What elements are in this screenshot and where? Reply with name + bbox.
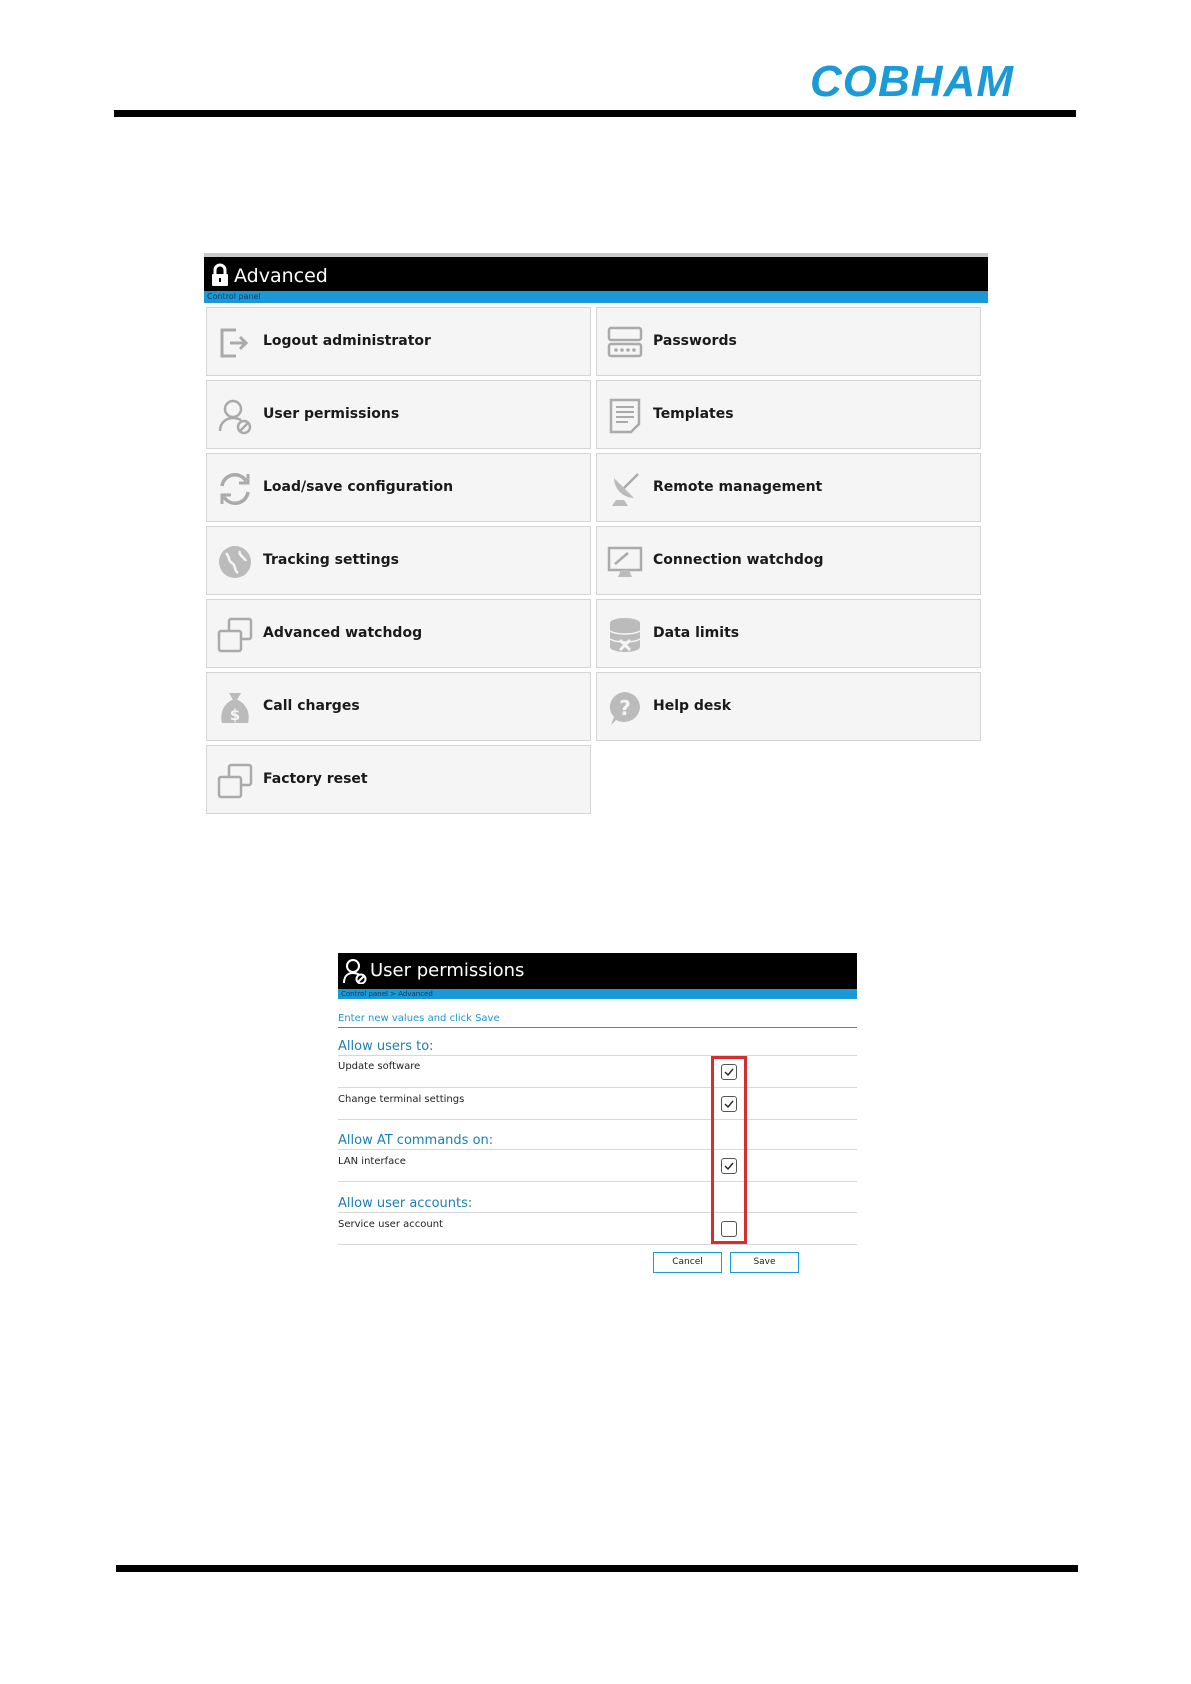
globe-icon — [216, 543, 254, 581]
divider — [338, 1212, 857, 1213]
breadcrumb[interactable]: Control panel — [204, 291, 988, 303]
tile-label: Help desk — [653, 698, 732, 714]
tile-label: User permissions — [263, 406, 400, 422]
satellite-dish-icon — [606, 470, 644, 508]
highlight-box — [711, 1056, 747, 1244]
row-label: Update software — [338, 1061, 421, 1072]
tile-label: Call charges — [263, 698, 360, 714]
windows-icon — [216, 762, 254, 800]
breadcrumb[interactable]: Control panel > Advanced — [338, 989, 857, 999]
divider — [338, 1149, 857, 1150]
tile-tracking-settings[interactable] — [206, 526, 591, 595]
tile-factory-reset[interactable] — [206, 745, 591, 814]
tile-data-limits[interactable] — [596, 599, 981, 668]
user-permissions-screenshot — [338, 953, 857, 1273]
section-heading: Allow user accounts: — [338, 1196, 473, 1211]
tile-label: Load/save configuration — [263, 479, 454, 495]
advanced-screenshot — [204, 253, 988, 816]
divider — [338, 1087, 857, 1088]
windows-icon — [216, 616, 254, 654]
section-heading: Allow users to: — [338, 1039, 434, 1054]
tile-remote-management[interactable] — [596, 453, 981, 522]
tile-help-desk[interactable] — [596, 672, 981, 741]
divider — [338, 1055, 857, 1056]
tile-label: Factory reset — [263, 771, 368, 787]
svg-text:?: ? — [619, 696, 631, 720]
save-button[interactable]: Save — [730, 1252, 799, 1273]
tile-label: Templates — [653, 406, 734, 422]
tile-label: Remote management — [653, 479, 823, 495]
tile-passwords[interactable] — [596, 307, 981, 376]
row-label: LAN interface — [338, 1156, 406, 1167]
money-bag-icon — [216, 689, 254, 727]
templates-icon — [606, 397, 644, 435]
load-save-icon — [216, 470, 254, 508]
logout-icon — [216, 324, 254, 362]
tile-label: Connection watchdog — [653, 552, 824, 568]
footer-rule — [116, 1565, 1078, 1572]
svg-text:$: $ — [229, 706, 241, 724]
cancel-button[interactable]: Cancel — [653, 1252, 722, 1273]
tile-logout-administrator[interactable] — [206, 307, 591, 376]
advanced-header — [204, 253, 988, 291]
cobham-logo: COBHAM — [810, 57, 1014, 106]
user-permissions-title: User permissions — [370, 960, 525, 981]
divider — [338, 1244, 857, 1245]
tile-label: Logout administrator — [263, 333, 431, 349]
tile-label: Advanced watchdog — [263, 625, 423, 641]
tile-label: Passwords — [653, 333, 737, 349]
divider — [338, 1181, 857, 1182]
header-rule — [114, 110, 1076, 117]
tile-user-permissions[interactable] — [206, 380, 591, 449]
user-permissions-icon — [343, 958, 367, 984]
monitor-icon — [606, 543, 644, 581]
tile-advanced-watchdog[interactable] — [206, 599, 591, 668]
help-icon — [606, 689, 644, 727]
section-heading: Allow AT commands on: — [338, 1133, 494, 1148]
advanced-title: Advanced — [234, 265, 328, 287]
row-label: Service user account — [338, 1219, 443, 1230]
tile-load-save-configuration[interactable] — [206, 453, 591, 522]
user-permissions-header — [338, 953, 857, 989]
passwords-icon — [606, 324, 644, 362]
database-icon — [606, 616, 644, 654]
divider — [338, 1119, 857, 1120]
tile-connection-watchdog[interactable] — [596, 526, 981, 595]
tile-templates[interactable] — [596, 380, 981, 449]
user-permissions-icon — [216, 397, 254, 435]
tile-call-charges[interactable] — [206, 672, 591, 741]
row-label: Change terminal settings — [338, 1094, 465, 1105]
instructions-text: Enter new values and click Save — [338, 1013, 857, 1028]
lock-icon — [210, 263, 230, 287]
tile-label: Tracking settings — [263, 552, 399, 568]
tile-label: Data limits — [653, 625, 740, 641]
